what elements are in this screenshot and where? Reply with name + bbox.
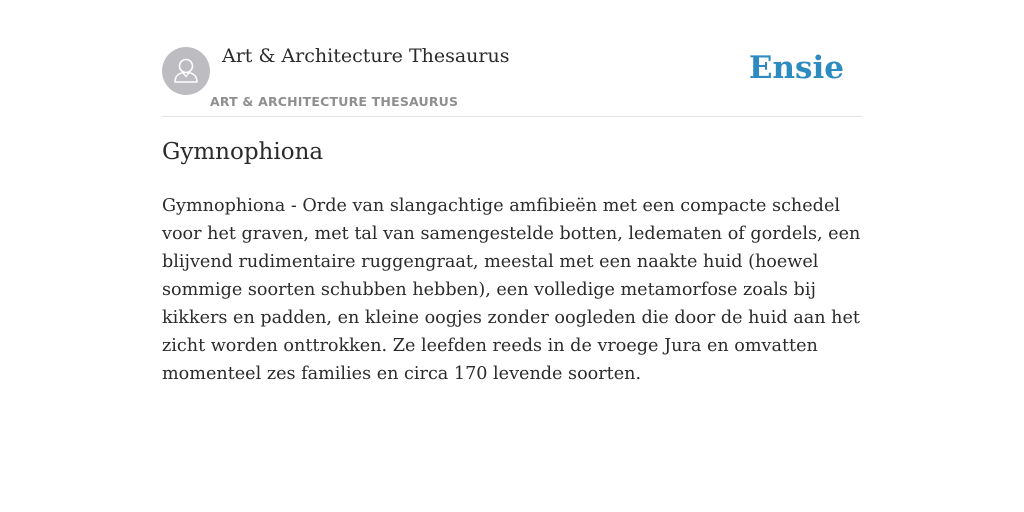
source-label[interactable]: ART & ARCHITECTURE THESAURUS xyxy=(210,94,459,109)
author-name[interactable]: Art & Architecture Thesaurus xyxy=(222,45,510,67)
brand-logo[interactable]: Ensie xyxy=(748,50,844,86)
entry-title: Gymnophiona xyxy=(162,139,324,165)
entry-header xyxy=(162,0,862,117)
entry-definition: Gymnophiona - Orde van slangachtige amfibieën met een compacte schedel voor het graven, met tal van samengestelde botten, ledematen of gordels, een blijvend rudimentaire ruggengraat, meestal met een naakte huid (hoewel sommige soorten schubben hebben), een volledige metamorfose zoals bij kikkers en padden, en kleine oogjes zonder oogleden die door de huid aan het zicht worden onttrokken. Ze leefden reeds in de vroege Jura en omvatten momenteel zes families en circa 170 levende soorten. xyxy=(162,196,861,384)
avatar[interactable] xyxy=(162,47,210,95)
entry-card xyxy=(162,0,862,512)
user-icon xyxy=(162,47,210,95)
